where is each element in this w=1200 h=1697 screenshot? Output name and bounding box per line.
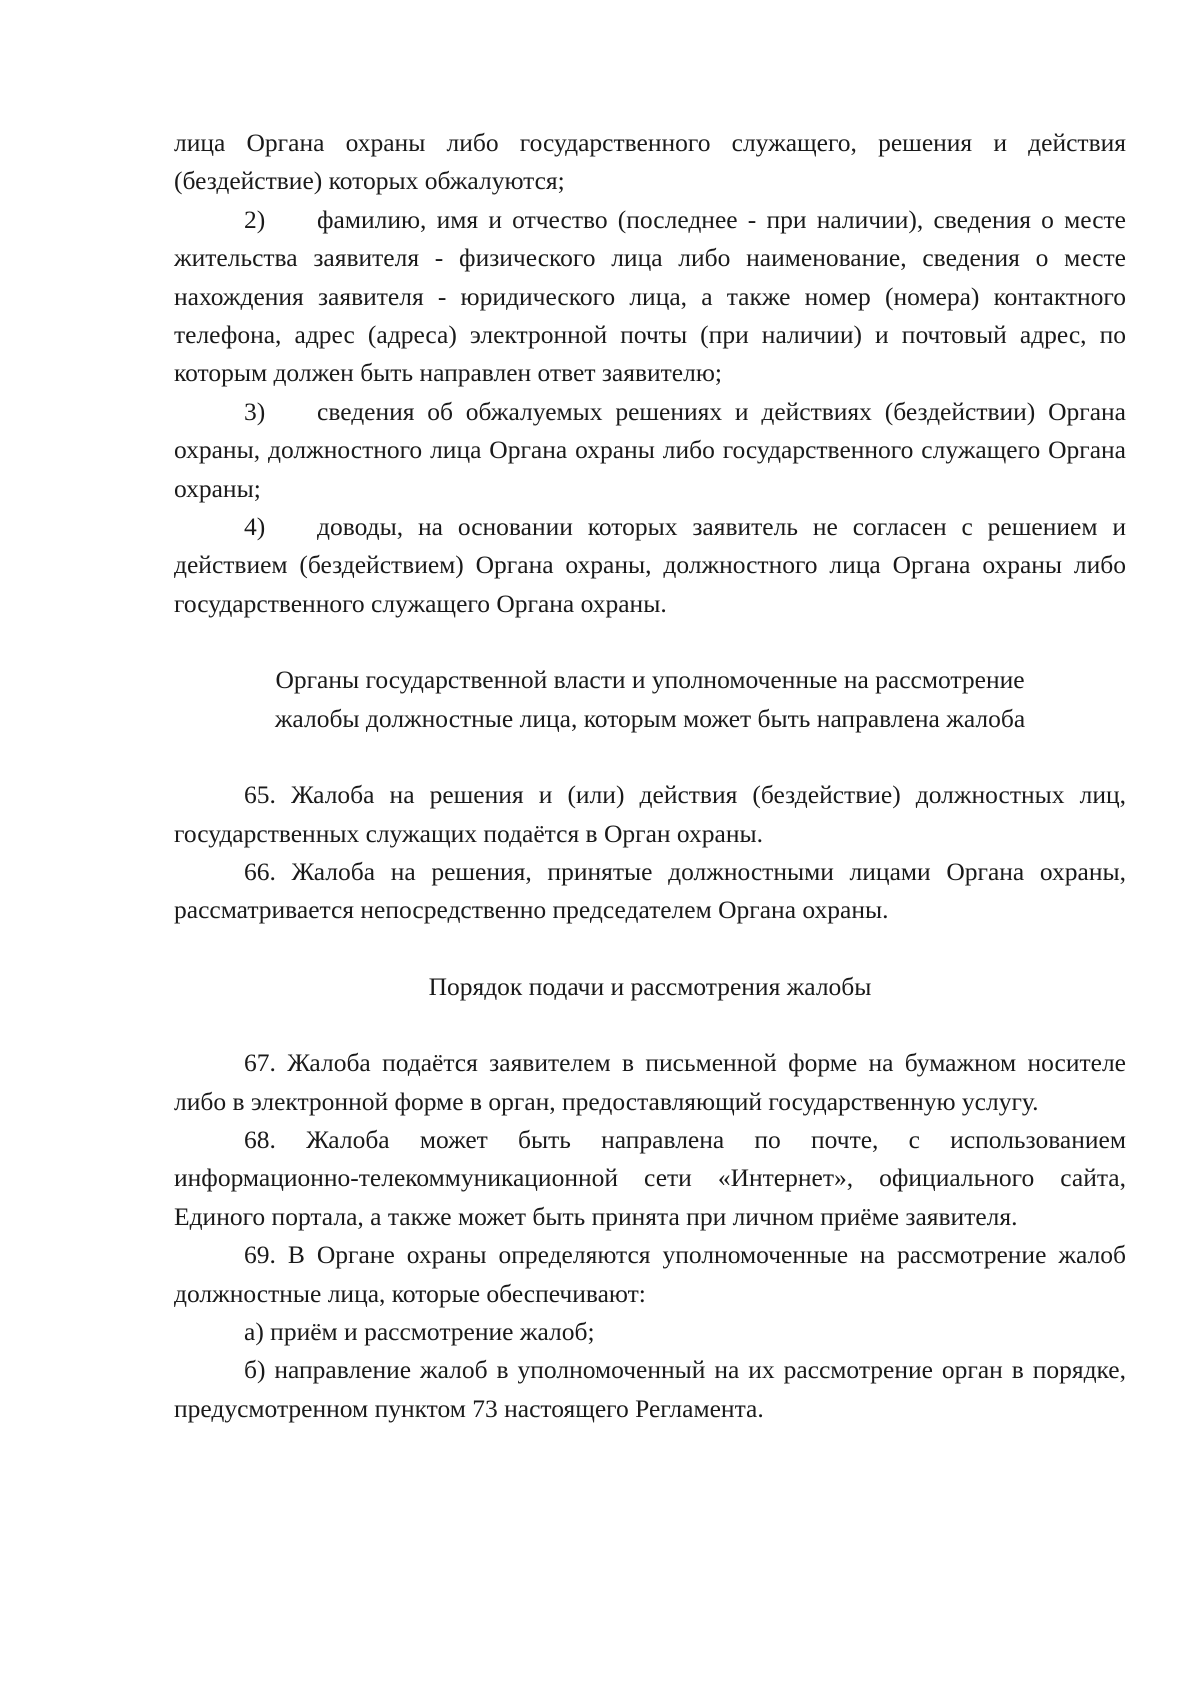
paragraph-65: 65. Жалоба на решения и (или) действия (бездействие) должностных лиц, государственных служащих подаётся в Орган охраны. bbox=[174, 780, 1126, 848]
list-item-number: 4) bbox=[244, 512, 266, 542]
document-body bbox=[174, 124, 1126, 1428]
section-heading-authorities-line1: Органы государственной власти и уполномоченные на рассмотрение bbox=[275, 665, 1025, 695]
list-item-text: фамилию, имя и отчество (последнее - при наличии), сведения о месте жительства заявителя - физического лица либо наименование, сведения о месте нахождения заявителя - юридического лица, а также номер (номера) контактного телефона, адрес (адреса) электронной почты (при наличии) и почтовый адрес, по которым должен быть направлен ответ заявителю; bbox=[174, 204, 1126, 388]
list-item-number: 2) bbox=[244, 204, 266, 234]
subitem-a: а) приём и рассмотрение жалоб; bbox=[244, 1316, 595, 1346]
list-item-text: доводы, на основании которых заявитель не согласен с решением и действием (бездействием) Органа охраны, должностного лица Органа охраны либо государственного служащего Органа охраны. bbox=[174, 512, 1126, 618]
paragraph-66: 66. Жалоба на решения, принятые должностными лицами Органа охраны, рассматривается непосредственно председателем Органа охраны. bbox=[174, 856, 1126, 925]
list-item-text: сведения об обжалуемых решениях и действиях (бездействии) Органа охраны, должностного лица Органа охраны либо государственного служащего Органа охраны; bbox=[174, 396, 1126, 503]
subitem-b: б) направление жалоб в уполномоченный на их рассмотрение орган в порядке, предусмотренном пунктом 73 настоящего Регламента. bbox=[174, 1355, 1126, 1423]
list-item-3 bbox=[174, 393, 1126, 508]
list-item-number: 3) bbox=[244, 396, 266, 426]
paragraph-68: 68. Жалоба может быть направлена по почте, с использованием информационно-телекоммуникационной сети «Интернет», официального сайта, Единого портала, а также может быть принята при личном приёме заявителя. bbox=[174, 1124, 1126, 1231]
continuation-paragraph: лица Органа охраны либо государственного служащего, решения и действия (бездействие) которых обжалуются; bbox=[174, 128, 1126, 196]
paragraph-69: 69. В Органе охраны определяются уполномоченные на рассмотрение жалоб должностные лица, которые обеспечивают: bbox=[174, 1240, 1126, 1308]
section-heading-authorities-line2: жалобы должностные лица, которым может быть направлена жалоба bbox=[274, 703, 1026, 733]
paragraph-67: 67. Жалоба подаётся заявителем в письменной форме на бумажном носителе либо в электронной форме в орган, предоставляющий государственную услугу. bbox=[174, 1048, 1126, 1116]
list-item-2 bbox=[174, 201, 1126, 393]
list-item-4 bbox=[174, 508, 1126, 623]
section-heading-procedure: Порядок подачи и рассмотрения жалобы bbox=[428, 971, 872, 1001]
